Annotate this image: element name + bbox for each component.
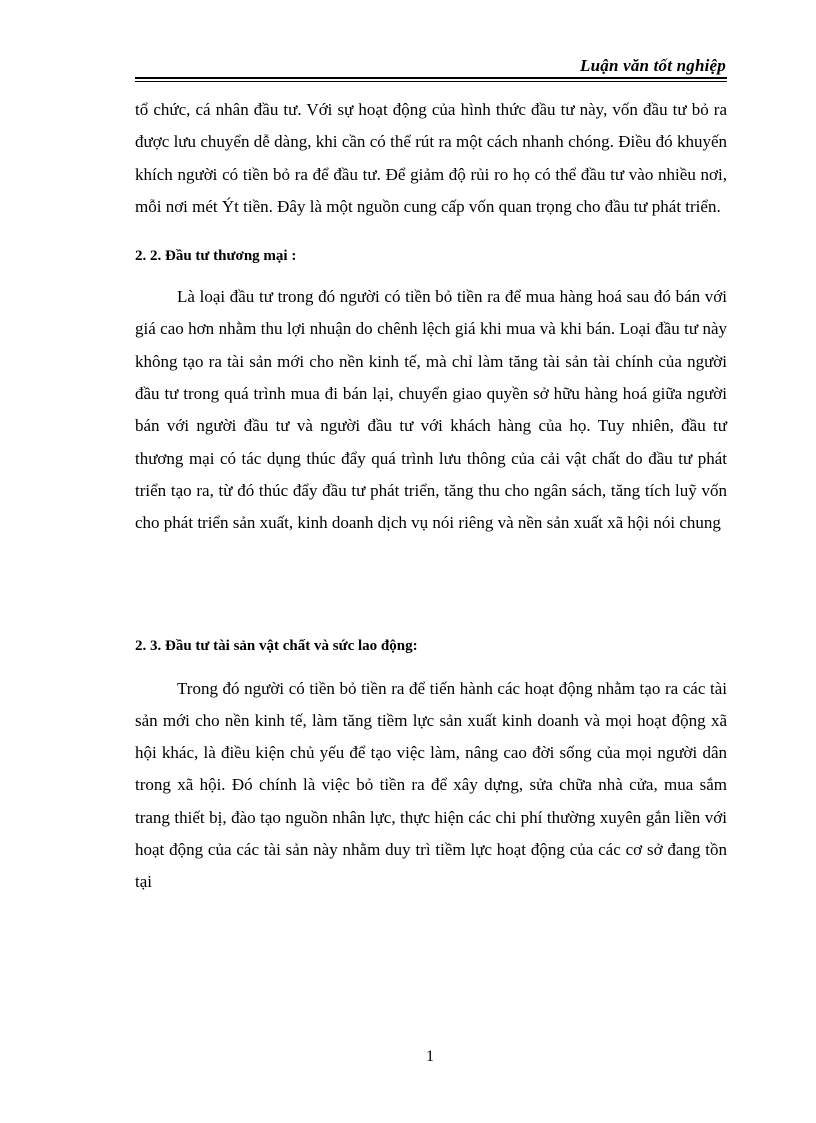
header-rule-thick (135, 77, 727, 79)
paragraph-2-3: Trong đó người có tiền bỏ tiền ra để tiến hành các hoạt động nhằm tạo ra các tài sản mới cho nền kinh tế, làm tăng tiềm lực sản xuất kinh doanh và mọi hoạt động xã hội khác, là điều kiện chủ yếu để tạo việc làm, nâng cao đời sống của mọi người dân trong xã hội. Đó chính là việc bỏ tiền ra để xây dựng, sửa chữa nhà cửa, mua sắm trang thiết bị, đào tạo nguồn nhân lực, thực hiện các chi phí thường xuyên gắn liền với hoạt động của các tài sản này nhằm duy trì tiềm lực hoạt động của các cơ sở đang tồn tại (135, 678, 727, 892)
section-heading-2-2: 2. 2. Đầu tư thương mại : (135, 248, 297, 265)
page-header-title: Luận văn tốt nghiệp (580, 56, 726, 75)
document-body (135, 94, 727, 899)
paragraph-2-2: Là loại đầu tư trong đó người có tiền bỏ tiền ra để mua hàng hoá sau đó bán với giá cao hơn nhằm thu lợi nhuận do chênh lệch giá khi mua và khi bán. Loại đầu tư này không tạo ra tài sản mới cho nền kinh tế, mà chỉ làm tăng tài sản tài chính của người đầu tư trong quá trình mua đi bán lại, chuyển giao quyền sở hữu hàng hoá giữa người bán với người đầu tư và người đầu tư với khách hàng của họ. Tuy nhiên, đầu tư thương mại có tác dụng thúc đẩy quá trình lưu thông của cải vật chất do đầu tư phát triển tạo ra, từ đó thúc đẩy đầu tư phát triển, tăng thu cho ngân sách, tăng tích luỹ vốn cho phát triển sản xuất, kinh doanh dịch vụ nói riêng và nền sản xuất xã hội nói chung (135, 287, 727, 533)
header-rule-thin (135, 81, 727, 82)
paragraph-intro: tổ chức, cá nhân đầu tư. Với sự hoạt động của hình thức đầu tư này, vốn đầu tư bỏ ra được lưu chuyển dễ dàng, khi cần có thể rút ra một cách nhanh chóng. Điều đó khuyến khích người có tiền bỏ ra để đầu tư. Để giảm độ rủi ro họ có thể đầu tư vào nhiều nơi, mỗi nơi mét Ýt tiền. Đây là một nguồn cung cấp vốn quan trọng cho đầu tư phát triển. (135, 100, 727, 216)
page-number: 1 (426, 1048, 434, 1065)
section-heading-2-3: 2. 3. Đầu tư tài sản vật chất và sức lao động: (135, 637, 418, 654)
